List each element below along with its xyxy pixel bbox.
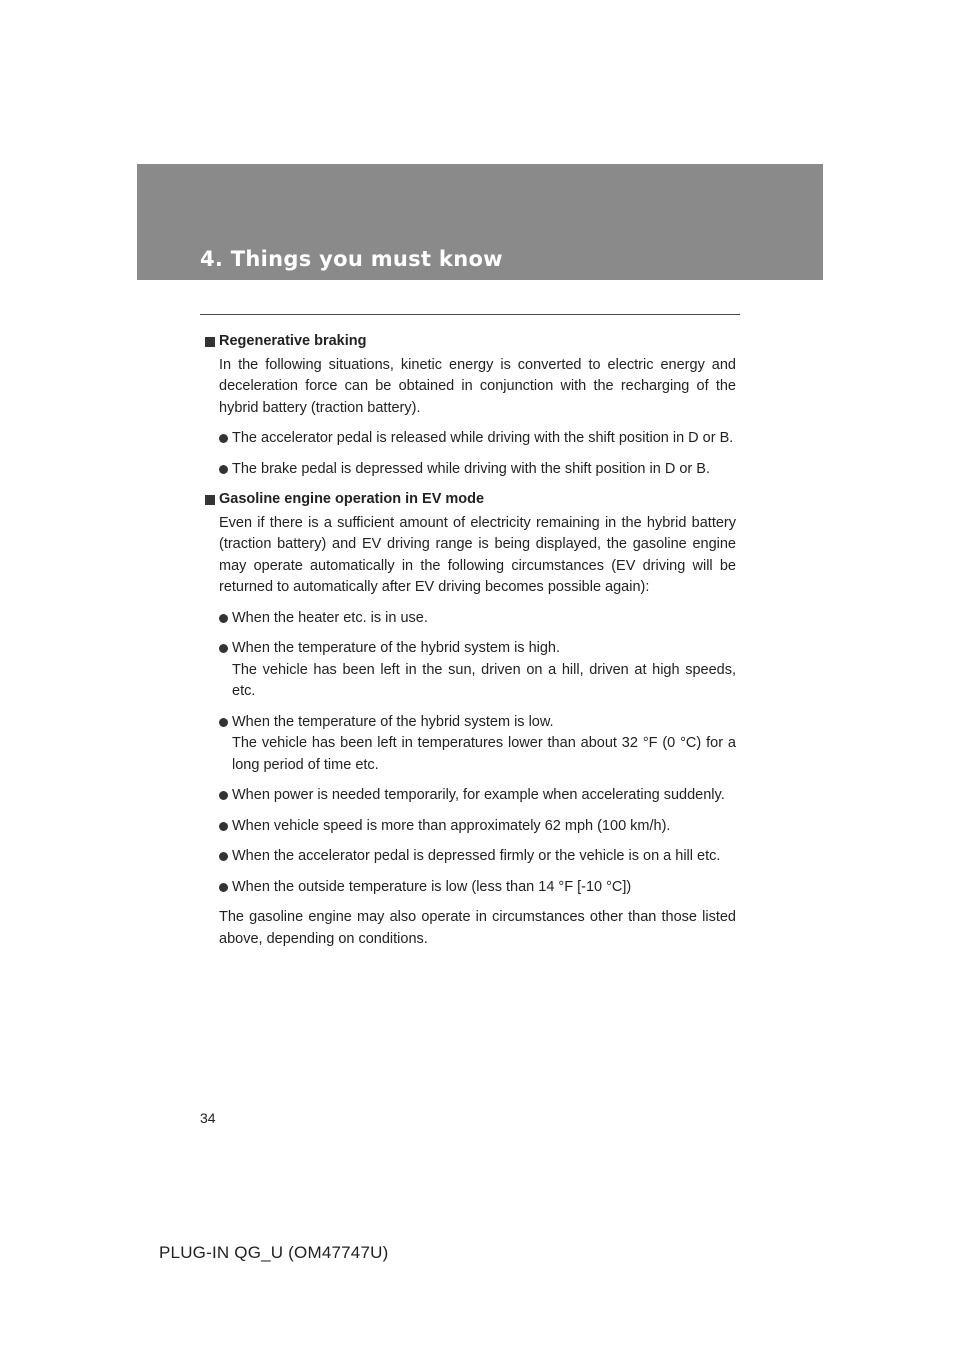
bullet-text: When power is needed temporarily, for example when accelerating suddenly.	[232, 787, 725, 803]
circle-bullet-icon	[219, 644, 228, 653]
heading-gasoline-engine-operation	[205, 489, 736, 511]
bullet-content	[232, 785, 736, 807]
square-bullet-icon	[205, 495, 215, 505]
bullet-text: The accelerator pedal is released while driving with the shift position in D or B.	[232, 430, 734, 446]
circle-bullet-icon	[219, 883, 228, 892]
circle-bullet-icon	[219, 718, 228, 727]
bullet-text: When the temperature of the hybrid system is high.	[232, 640, 561, 656]
circle-bullet-icon	[219, 852, 228, 861]
engine-intro: Even if there is a sufficient amount of electricity remaining in the hybrid battery (traction battery) and EV driving range is being displayed, the gasoline engine may operate automatically in the following circumstances (EV driving will be returned to automatically after EV driving becomes possible again):	[219, 514, 736, 595]
list-item	[219, 846, 736, 868]
list-item	[219, 712, 736, 777]
heading-text: Gasoline engine operation in EV mode	[219, 491, 485, 507]
bullet-content	[232, 877, 736, 899]
list-item	[219, 608, 736, 630]
bullet-content	[232, 608, 736, 630]
bullet-content	[232, 638, 736, 703]
list-item	[219, 816, 736, 838]
list-item	[219, 877, 736, 899]
circle-bullet-icon	[219, 614, 228, 623]
circle-bullet-icon	[219, 465, 228, 474]
bullet-text: The brake pedal is depressed while driving with the shift position in D or B.	[232, 460, 710, 477]
list-item	[219, 428, 736, 450]
bullet-text: When the accelerator pedal is depressed firmly or the vehicle is on a hill etc.	[232, 848, 721, 864]
document-id: PLUG-IN QG_U (OM47747U)	[159, 1243, 389, 1262]
bullet-content	[232, 816, 736, 838]
list-item	[219, 785, 736, 807]
circle-bullet-icon	[219, 822, 228, 831]
bullet-detail: The vehicle has been left in temperatures lower than about 32 °F (0 °C) for a long period of time etc.	[232, 735, 736, 773]
heading-regenerative-braking	[205, 331, 736, 353]
bullet-text: When the heater etc. is in use.	[232, 609, 428, 626]
regen-intro: In the following situations, kinetic energy is converted to electric energy and deceleration force can be obtained in conjunction with the recharging of the hybrid battery (traction battery).	[219, 356, 736, 416]
bullet-content	[232, 846, 736, 868]
circle-bullet-icon	[219, 791, 228, 800]
content-area	[205, 331, 736, 959]
list-item	[219, 638, 736, 703]
bullet-detail: The vehicle has been left in the sun, driven on a hill, driven at high speeds, etc.	[232, 661, 736, 699]
heading-text: Regenerative braking	[219, 333, 367, 349]
bullet-text: When the outside temperature is low (less than 14 °F [-10 °C])	[232, 878, 632, 895]
circle-bullet-icon	[219, 434, 228, 443]
square-bullet-icon	[205, 337, 215, 347]
section-title: 4. Things you must know	[200, 247, 503, 271]
bullet-content	[232, 712, 736, 777]
list-item	[219, 459, 736, 481]
bullet-text: When vehicle speed is more than approximately 62 mph (100 km/h).	[232, 817, 671, 834]
engine-closing: The gasoline engine may also operate in circumstances other than those listed above, depending on conditions.	[219, 909, 736, 947]
divider-rule	[200, 314, 740, 315]
bullet-text: When the temperature of the hybrid system is low.	[232, 713, 554, 730]
page-number: 34	[200, 1110, 216, 1126]
